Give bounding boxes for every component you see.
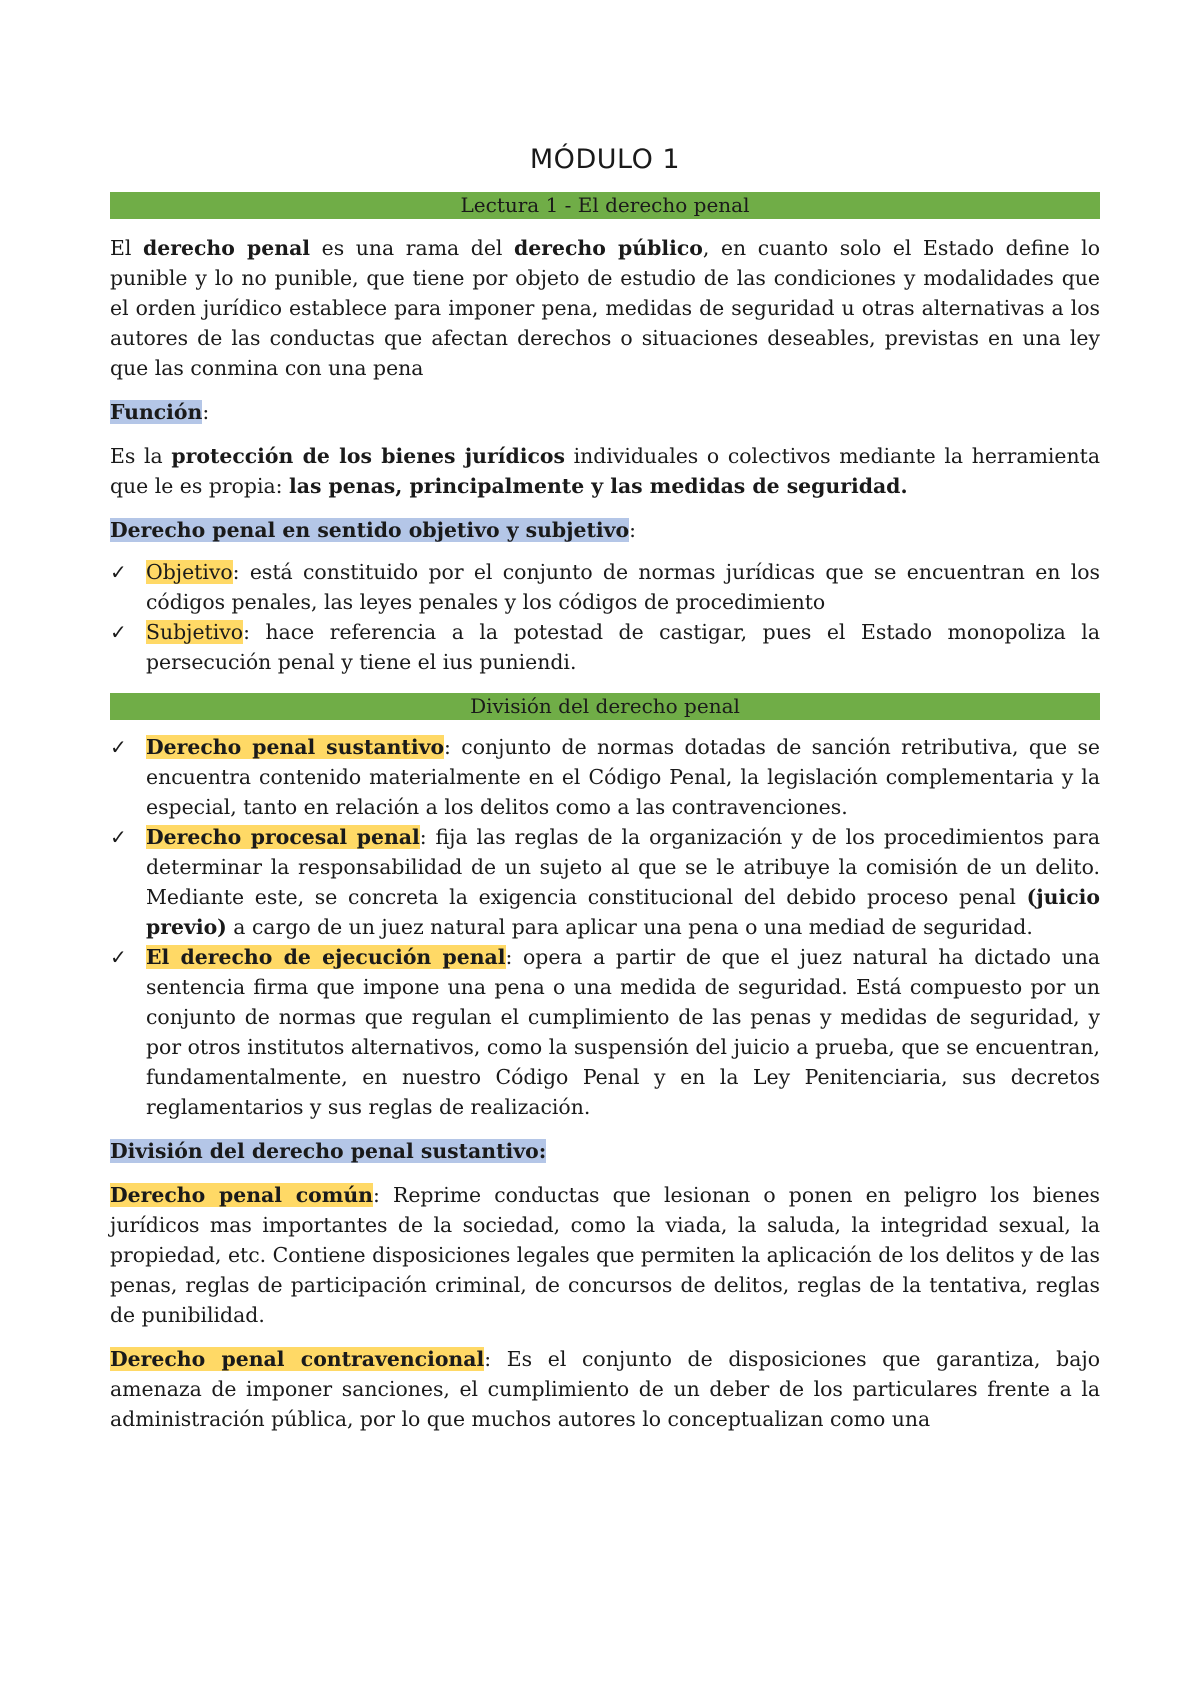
checkmark-icon: ✓ [110, 945, 127, 969]
term-derecho-penal: derecho penal [143, 236, 311, 260]
checkmark-icon: ✓ [110, 735, 127, 759]
checkmark-icon: ✓ [110, 560, 127, 584]
term-derecho-publico: derecho público [514, 236, 703, 260]
list-item-sustantivo: ✓ Derecho penal sustantivo: conjunto de normas dotadas de sanción retributiva, que se encuentra contenido materialmente en el Código Penal, la legislación complementaria y la especial, tanto en relación a los delitos como a las contravenciones. [110, 732, 1100, 822]
page-content [110, 144, 1100, 1434]
checkmark-icon: ✓ [110, 620, 127, 644]
list-item-subjetivo: ✓ Subjetivo: hace referencia a la potestad de castigar, pues el Estado monopoliza la persecución penal y tiene el ius puniendi. [110, 617, 1100, 677]
intro-paragraph: El derecho penal es una rama del derecho público, en cuanto solo el Estado define lo punible y lo no punible, que tiene por objeto de estudio de las condiciones y modalidades que el orden jurídico establece para imponer pena, medidas de seguridad u otras alternativas a los autores de las conductas que afectan derechos o situaciones deseables, previstas en una ley que las conmina con una pena [110, 236, 1100, 380]
list-item-procesal: ✓ Derecho procesal penal: fija las reglas de la organización y de los procedimientos para determinar la responsabilidad de un sujeto al que se le atribuye la comisión de un delito. Mediante este, se concreta la exigencia constitucional del debido proceso penal (juicio previo) a cargo de un juez natural para aplicar una pena o una mediad de seguridad. [110, 822, 1100, 942]
sentido-heading-label: Derecho penal en sentido objetivo y subjetivo [110, 518, 630, 542]
sustantivo-heading: División del derecho penal sustantivo: [110, 1139, 547, 1163]
comun-paragraph: Derecho penal común: Reprime conductas que lesionan o ponen en peligro los bienes jurídicos mas importantes de la sociedad, como la viada, la saluda, la integridad sexual, la propiedad, etc. Contiene disposiciones legales que permiten la aplicación de los delitos y de las penas, reglas de participación criminal, de concursos de delitos, reglas de la tentativa, reglas de punibilidad. [110, 1183, 1100, 1327]
sentido-list [110, 557, 1100, 677]
funcion-paragraph: Es la protección de los bienes jurídicos individuales o colectivos mediante la herramienta que le es propia: las penas, principalmente y las medidas de seguridad. [110, 444, 1100, 498]
funcion-heading: Función: [110, 400, 210, 424]
checkmark-icon: ✓ [110, 825, 127, 849]
list-item-objetivo: ✓ Objetivo: está constituido por el conjunto de normas jurídicas que se encuentran en los códigos penales, las leyes penales y los códigos de procedimiento [110, 557, 1100, 617]
section-bar-lectura: Lectura 1 - El derecho penal [110, 192, 1100, 219]
funcion-heading-label: Función [110, 400, 203, 424]
sentido-heading: Derecho penal en sentido objetivo y subjetivo: [110, 518, 636, 542]
page-title: MÓDULO 1 [529, 144, 681, 175]
division-list [110, 732, 1100, 1122]
contravencional-paragraph: Derecho penal contravencional: Es el conjunto de disposiciones que garantiza, bajo amenaza de imponer sanciones, el cumplimiento de un deber de los particulares frente a la administración pública, por lo que muchos autores lo conceptualizan como una [110, 1347, 1100, 1431]
section-bar-division: División del derecho penal [110, 693, 1100, 720]
list-item-ejecucion: ✓ El derecho de ejecución penal: opera a partir de que el juez natural ha dictado una sentencia firma que impone una pena o una medida de seguridad. Está compuesto por un conjunto de normas que regulan el cumplimiento de las penas y medidas de seguridad, y por otros institutos alternativos, como la suspensión del juicio a prueba, que se encuentran, fundamentalmente, en nuestro Código Penal y en la Ley Penitenciaria, sus decretos reglamentarios y sus reglas de realización. [110, 942, 1100, 1122]
